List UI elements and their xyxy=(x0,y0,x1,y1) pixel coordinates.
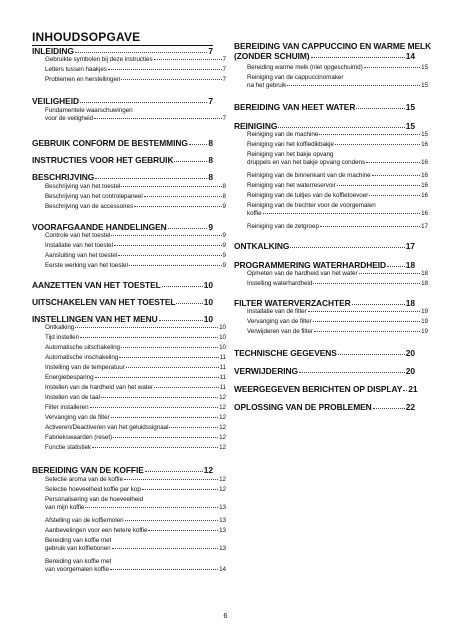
toc-page-number: 21 xyxy=(408,384,418,394)
toc-entry-title: Vervanging van de filter xyxy=(45,414,110,421)
toc-subentry xyxy=(234,280,428,288)
toc-entry-line: Personalisering van de hoeveelheid xyxy=(45,496,144,503)
toc-page-number: 14 xyxy=(405,51,415,61)
toc-subentry xyxy=(32,476,226,484)
toc-subentry xyxy=(32,414,226,422)
toc-entry-title: Reiniging van het waterreservoir xyxy=(247,182,336,189)
toc-page-number: 16 xyxy=(421,158,428,166)
toc-entry-title: REINIGING xyxy=(234,121,278,131)
dot-leader xyxy=(169,427,218,428)
toc-page-number: 12 xyxy=(219,476,226,483)
dot-leader xyxy=(144,196,222,197)
toc-entry-title: Reiniging van de binnenkant van de machine xyxy=(247,172,371,179)
dot-leader xyxy=(125,520,219,521)
toc-entry-title: GEBRUIK CONFORM DE BESTEMMING xyxy=(32,138,188,148)
toc-entry-title: voor de veiligheid xyxy=(45,114,94,122)
toc-entry-title: VEILIGHEID xyxy=(32,96,79,106)
toc-heading xyxy=(234,121,415,131)
toc-subentry xyxy=(32,262,226,270)
toc-entry-title: Instelling waterhardheid xyxy=(247,280,313,287)
toc-entry-title: BEREIDING VAN DE KOFFIE xyxy=(32,465,144,475)
toc-page-number: 8 xyxy=(208,138,213,148)
dot-leader xyxy=(366,162,420,163)
toc-subentry xyxy=(234,223,428,231)
toc-page-number: 8 xyxy=(208,155,213,165)
toc-entry-title: Activeren/Deactiveren van het geluidssignaal xyxy=(45,424,169,431)
dot-leader xyxy=(126,367,219,368)
toc-entry-line: Reiniging van de cappuccinomaker xyxy=(247,74,344,81)
toc-entry-line: Bereiding van koffie met xyxy=(45,537,112,544)
dot-leader xyxy=(85,507,218,508)
toc-page-number: 18 xyxy=(421,270,428,277)
toc-entry-title: BEREIDING VAN HEET WATER xyxy=(234,102,356,112)
dot-leader xyxy=(114,245,222,246)
toc-page-number: 12 xyxy=(219,486,226,493)
toc-subentry xyxy=(234,172,428,180)
toc-page-number: 15 xyxy=(421,81,428,89)
toc-subentry xyxy=(32,56,226,64)
toc-page-number: 13 xyxy=(219,517,226,524)
toc-entry-title: Bereiding warme melk (niet opgeschuimd) xyxy=(247,64,363,71)
dot-leader xyxy=(142,489,218,490)
toc-entry-title: WEERGEGEVEN BERICHTEN OP DISPLAY xyxy=(234,384,403,394)
toc-subentry xyxy=(32,232,226,240)
toc-page-number: 18 xyxy=(405,260,415,270)
toc-page-number: 20 xyxy=(405,348,415,358)
toc-subentry xyxy=(32,394,226,402)
toc-entry-title: koffie xyxy=(247,209,262,217)
toc-page-number: 14 xyxy=(219,565,226,573)
toc-page-number: 16 xyxy=(421,192,428,199)
toc-subentry xyxy=(32,517,226,525)
toc-entry-title: INSTRUCTIES VOOR HET GEBRUIK xyxy=(32,155,174,165)
toc-page-number: 16 xyxy=(421,172,428,179)
toc-page-number: 17 xyxy=(405,241,415,251)
toc-subentry xyxy=(234,308,428,316)
toc-page-number: 19 xyxy=(421,328,428,335)
dot-leader xyxy=(95,377,219,378)
toc-entry-title: Filter installeren xyxy=(45,404,89,411)
toc-subentry xyxy=(32,434,226,442)
dot-leader xyxy=(373,408,405,409)
toc-subentry xyxy=(234,131,428,139)
dot-leader xyxy=(311,57,405,58)
toc-subentry xyxy=(32,404,226,412)
dot-leader xyxy=(338,354,405,355)
toc-subentry xyxy=(234,182,428,190)
dot-leader xyxy=(314,331,420,332)
dot-leader xyxy=(111,235,221,236)
dot-leader xyxy=(95,178,207,179)
toc-entry-title: Ontkalking xyxy=(45,324,75,331)
toc-page-number: 8 xyxy=(208,172,213,182)
dot-leader xyxy=(352,304,405,305)
dot-leader xyxy=(92,447,218,448)
dot-leader xyxy=(387,266,405,267)
toc-heading xyxy=(234,366,415,376)
toc-page-number: 11 xyxy=(219,354,226,361)
dot-leader xyxy=(129,265,222,266)
toc-page-number: 15 xyxy=(405,102,415,112)
dot-leader xyxy=(90,407,219,408)
toc-page-number: 9 xyxy=(222,252,226,259)
toc-heading xyxy=(32,314,213,324)
toc-entry-title: AANZETTEN VAN HET TOESTEL xyxy=(32,280,161,290)
toc-heading xyxy=(32,297,213,307)
toc-heading xyxy=(32,155,213,165)
toc-entry-title: Reiniging van het koffiedikbakje xyxy=(247,141,334,148)
dot-leader xyxy=(75,52,207,53)
toc-heading xyxy=(32,138,213,148)
page-title: INHOUDSOPGAVE xyxy=(32,30,213,46)
dot-leader xyxy=(121,186,221,187)
toc-entry-title: BESCHRIJVING xyxy=(32,172,95,182)
toc-subentry xyxy=(32,66,226,74)
toc-subentry xyxy=(32,107,226,122)
dot-leader xyxy=(290,247,404,248)
toc-entry-title: Afstelling van de koffiemolen xyxy=(45,517,124,524)
dot-leader xyxy=(168,228,208,229)
toc-page-number: 9 xyxy=(222,232,226,239)
toc-entry-line: Reiniging van de trechter voor de voorgemalen xyxy=(247,202,376,209)
dot-leader xyxy=(189,144,208,145)
dot-leader xyxy=(80,337,218,338)
dot-leader xyxy=(119,357,218,358)
dot-leader xyxy=(112,548,218,549)
toc-entry-title: druppels en van het bakje opvang condens xyxy=(247,158,366,166)
dot-leader xyxy=(162,286,203,287)
toc-page-number: 9 xyxy=(222,203,226,210)
toc-subentry xyxy=(32,486,226,494)
toc-page-number: 10 xyxy=(219,334,226,341)
toc-entry-title: UITSCHAKELEN VAN HET TOESTEL xyxy=(32,297,176,307)
toc-page-number: 7 xyxy=(222,76,226,83)
toc-subentry xyxy=(234,202,428,217)
toc-page-number: 7 xyxy=(222,114,226,122)
toc-page-number: 7 xyxy=(208,96,213,106)
toc-entry-title: Instellen van de taal xyxy=(45,394,100,401)
dot-leader xyxy=(278,127,404,128)
toc-entry-title: Selectie aroma van de koffie xyxy=(45,476,123,483)
dot-leader xyxy=(154,387,219,388)
toc-entry-title: Tijd instellen xyxy=(45,334,80,341)
toc-heading xyxy=(234,41,432,61)
toc-entry-title: INSTELLINGEN VAN HET MENU xyxy=(32,314,158,324)
toc-entry-line: Fundamentele waarschuwingen xyxy=(45,107,133,114)
dot-leader xyxy=(356,108,404,109)
toc-entry-title: (ZONDER SCHUIM) xyxy=(234,51,310,61)
toc-page-number: 16 xyxy=(421,182,428,189)
toc-entry-title: Functie statistiek xyxy=(45,444,91,451)
toc-subentry xyxy=(32,324,226,332)
toc-heading xyxy=(234,402,415,412)
toc-page-number: 16 xyxy=(421,141,428,148)
toc-subentry xyxy=(32,183,226,191)
toc-subentry xyxy=(234,141,428,149)
toc-subentry xyxy=(234,270,428,278)
dot-leader xyxy=(110,569,218,570)
dot-leader xyxy=(174,161,207,162)
toc-page-number: 10 xyxy=(203,314,213,324)
toc-page-number: 13 xyxy=(219,503,226,511)
dot-leader xyxy=(145,471,203,472)
toc-page-number: 10 xyxy=(219,324,226,331)
dot-leader xyxy=(320,226,420,227)
toc-page-number: 18 xyxy=(405,298,415,308)
toc-page-number: 13 xyxy=(219,544,226,552)
toc-page-number: 12 xyxy=(219,414,226,421)
toc-page-number: 10 xyxy=(203,297,213,307)
toc-page-number: 17 xyxy=(421,223,428,230)
toc-entry-title: van mijn koffie xyxy=(45,503,85,511)
toc-entry-title: Opmeten van de hardheid van het water xyxy=(247,270,358,277)
toc-page-number: 11 xyxy=(219,374,226,381)
toc-subentry xyxy=(32,354,226,362)
dot-leader xyxy=(372,175,421,176)
toc-entry-title: Installatie van de filter xyxy=(247,308,307,315)
toc-heading xyxy=(32,46,213,56)
toc-subentry xyxy=(234,192,428,200)
toc-page-number: 7 xyxy=(222,56,226,63)
toc-subentry xyxy=(234,318,428,326)
toc-heading xyxy=(32,172,213,182)
toc-entry-title: Energiebesparing xyxy=(45,374,94,381)
toc-page-number: 22 xyxy=(405,402,415,412)
toc-page-number: 9 xyxy=(222,242,226,249)
toc-subentry xyxy=(234,74,428,89)
toc-entry-title: OPLOSSING VAN DE PROBLEMEN xyxy=(234,402,372,412)
dot-leader xyxy=(335,144,420,145)
toc-entry-line: Reiniging van het bakje opvang xyxy=(247,151,334,158)
dot-leader xyxy=(80,102,207,103)
toc-page-number: 12 xyxy=(219,424,226,431)
toc-page-number: 10 xyxy=(219,344,226,351)
toc-page-number: 9 xyxy=(222,262,226,269)
toc-entry-title: Fabriekswaarden (reset) xyxy=(45,434,113,441)
toc-entry-title: Reiniging van de machine xyxy=(247,131,319,138)
toc-entry-title: Vervanging van de filter xyxy=(247,318,312,325)
toc-page-number: 20 xyxy=(405,366,415,376)
toc-page-number: 16 xyxy=(421,209,428,217)
toc-page-number: 12 xyxy=(203,465,213,475)
toc-entry-title: Aanbevelingen voor een hetere koffie xyxy=(45,527,148,534)
toc-subentry xyxy=(32,252,226,260)
toc-page-number: 12 xyxy=(219,394,226,401)
toc-entry-title: Beschrijving van de accessoires xyxy=(45,203,134,210)
toc-page-number: 8 xyxy=(222,183,226,190)
toc-subentry xyxy=(32,334,226,342)
toc-page-number: 12 xyxy=(219,444,226,451)
toc-entry-title: Installatie van het toestel xyxy=(45,242,113,249)
toc-page-number: 11 xyxy=(219,364,226,371)
dot-leader xyxy=(364,67,420,68)
dot-leader xyxy=(113,437,218,438)
toc-heading xyxy=(32,222,213,232)
toc-subentry xyxy=(32,558,226,573)
toc-heading xyxy=(32,280,213,290)
dot-leader xyxy=(154,59,222,60)
toc-entry-title: Instelling van de temperatuur xyxy=(45,364,125,371)
dot-leader xyxy=(75,327,218,328)
toc-heading xyxy=(234,241,415,251)
toc-page-number: 15 xyxy=(405,121,415,131)
dot-leader xyxy=(121,347,218,348)
toc-entry-title: Instellen van de hardheid van het water xyxy=(45,384,153,391)
toc-heading xyxy=(32,96,213,106)
toc-entry-title: INLEIDING xyxy=(32,46,74,56)
dot-leader xyxy=(134,206,221,207)
dot-leader xyxy=(369,195,420,196)
toc-subentry xyxy=(234,328,428,336)
toc-entry-line: BEREIDING VAN CAPPUCCINO EN WARME MELK xyxy=(234,41,432,51)
toc-entry-title: van voorgemalen koffie xyxy=(45,565,109,573)
toc-heading xyxy=(32,465,213,475)
toc-subentry xyxy=(32,242,226,250)
toc-page-number: 7 xyxy=(208,46,213,56)
toc-page-number: 11 xyxy=(219,384,226,391)
toc-page-number: 15 xyxy=(421,131,428,138)
dot-leader xyxy=(94,118,221,119)
toc-entry-title: Beschrijving van het toestel xyxy=(45,183,121,190)
dot-leader xyxy=(263,213,420,214)
toc-entry-title: Selectie hoeveelheid koffie per kop xyxy=(45,486,141,493)
dot-leader xyxy=(403,390,407,391)
toc-subentry xyxy=(32,444,226,452)
dot-leader xyxy=(287,85,420,86)
toc-entry-title: Eerste werking van het toestel xyxy=(45,262,128,269)
toc-page-number: 19 xyxy=(421,318,428,325)
toc-entry-title: Beschrijving van het controlepaneel xyxy=(45,193,143,200)
toc-subentry xyxy=(32,384,226,392)
toc-entry-title: Gebruikte symbolen bij deze instructies xyxy=(45,56,153,63)
toc-entry-title: FILTER WATERVERZACHTER xyxy=(234,298,351,308)
toc-page-number: 9 xyxy=(208,222,213,232)
toc-page-number: 19 xyxy=(421,308,428,315)
dot-leader xyxy=(124,479,218,480)
dot-leader xyxy=(108,69,222,70)
toc-entry-title: Reiniging van de tuitjes van de koffietoevoer xyxy=(247,192,369,199)
toc-entry-title: TECHNISCHE GEGEVENS xyxy=(234,348,337,358)
toc-page-number: 13 xyxy=(219,527,226,534)
dot-leader xyxy=(337,185,420,186)
dot-leader xyxy=(118,255,221,256)
dot-leader xyxy=(308,311,420,312)
dot-leader xyxy=(121,79,221,80)
toc-subentry xyxy=(32,374,226,382)
toc-entry-title: Controle van het toestel xyxy=(45,232,111,239)
dot-leader xyxy=(176,303,202,304)
toc-subentry xyxy=(32,203,226,211)
toc-entry-title: Reiniging van de zetgroep xyxy=(247,223,319,230)
toc-subentry xyxy=(32,193,226,201)
toc-subentry xyxy=(32,537,226,552)
toc-entry-line: Bereiding van koffie met xyxy=(45,558,112,565)
toc-entry-title: Problemen en herstellingen xyxy=(45,76,121,83)
toc-subentry xyxy=(32,344,226,352)
dot-leader xyxy=(148,530,218,531)
toc-heading xyxy=(234,102,415,112)
toc-page-number: 15 xyxy=(421,64,428,71)
toc-entry-title: gebruik van koffiebonen xyxy=(45,544,111,552)
toc-subentry xyxy=(32,364,226,372)
toc-page-number: 8 xyxy=(222,193,226,200)
toc-subentry xyxy=(32,424,226,432)
toc-entry-title: ONTKALKING xyxy=(234,241,290,251)
toc-page-number: 12 xyxy=(219,434,226,441)
toc-entry-title: PROGRAMMERING WATERHARDHEID xyxy=(234,260,387,270)
toc-entry-title: VERWIJDERING xyxy=(234,366,298,376)
toc-subentry xyxy=(32,527,226,535)
toc-entry-title: Letters tussen haakjes xyxy=(45,66,107,73)
dot-leader xyxy=(319,134,420,135)
toc-subentry xyxy=(234,64,428,72)
toc-heading xyxy=(234,348,415,358)
toc-page-number: 10 xyxy=(203,280,213,290)
toc-entry-title: VOORAFGAANDE HANDELINGEN xyxy=(32,222,167,232)
dot-leader xyxy=(159,320,203,321)
dot-leader xyxy=(101,397,218,398)
dot-leader xyxy=(359,273,421,274)
toc-heading xyxy=(234,384,418,394)
toc-entry-title: Verwijderen van de filter xyxy=(247,328,313,335)
toc-page-number: 12 xyxy=(219,404,226,411)
toc-page-number: 7 xyxy=(222,66,226,73)
dot-leader xyxy=(313,283,420,284)
page-number: 6 xyxy=(223,611,228,620)
toc-entry-title: Automatische inschakeling xyxy=(45,354,119,361)
dot-leader xyxy=(313,321,420,322)
toc-page-number: 18 xyxy=(421,280,428,287)
dot-leader xyxy=(299,372,405,373)
toc-subentry xyxy=(32,496,226,511)
toc-heading xyxy=(234,260,415,270)
dot-leader xyxy=(111,417,218,418)
toc-entry-title: Aansluiting van het toestel xyxy=(45,252,118,259)
toc-heading xyxy=(234,298,415,308)
toc-entry-title: na het gebruik xyxy=(247,81,287,89)
toc-entry-title: Automatische uitschakeling xyxy=(45,344,121,351)
toc-subentry xyxy=(234,151,428,166)
toc-subentry xyxy=(32,76,226,84)
